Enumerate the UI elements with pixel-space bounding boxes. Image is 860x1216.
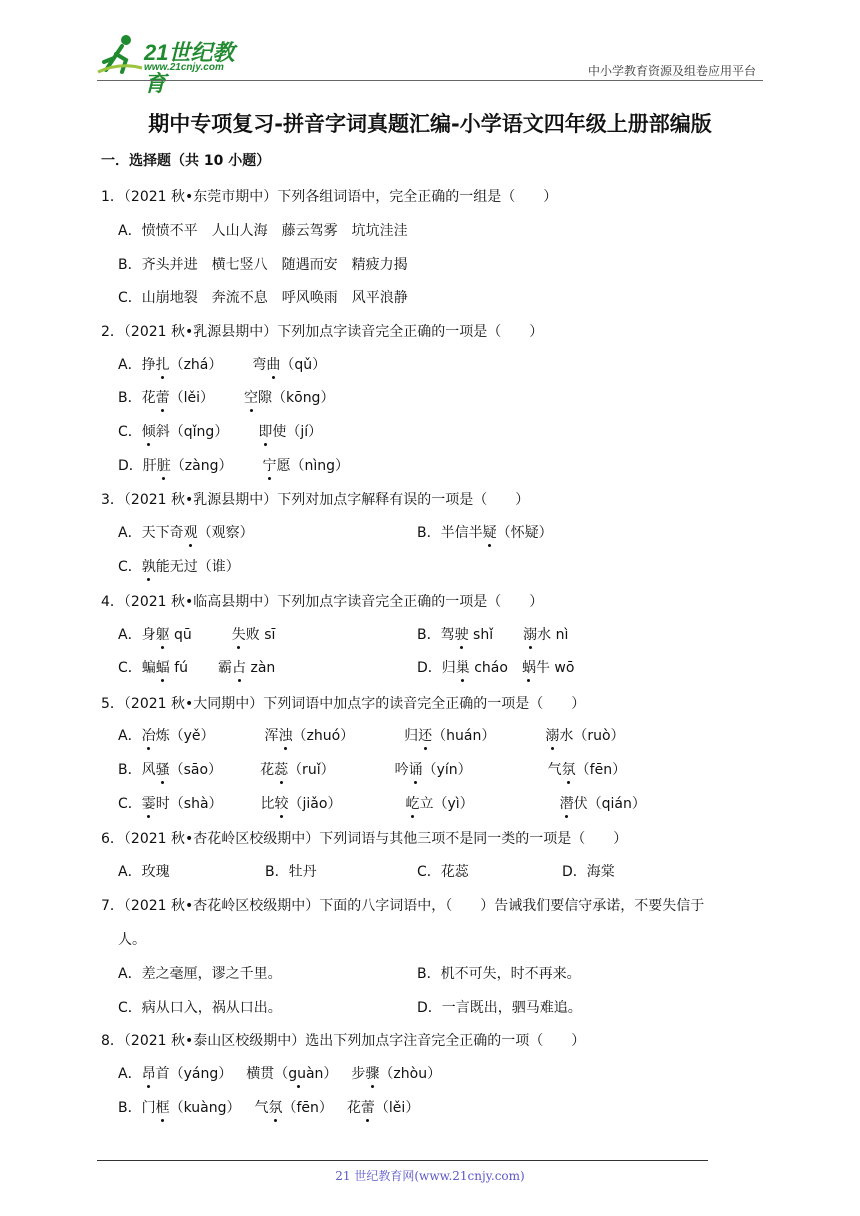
question-3-option-c: C．孰能无过（谁） bbox=[118, 556, 240, 576]
question-5-option-a: A．冶炼（yě） 浑浊（zhuó） 归还（huán） 溺水（ruò） bbox=[118, 725, 625, 745]
site-logo bbox=[96, 32, 256, 96]
question-2-option-c: C．倾斜（qǐng） 即使（jí） bbox=[118, 421, 322, 441]
question-3-option-b: B．半信半疑（怀疑） bbox=[417, 522, 553, 542]
question-4-option-a: A．身躯 qū 失败 sī bbox=[118, 624, 275, 644]
question-4-option-d: D．归巢 cháo 蜗牛 wō bbox=[417, 657, 574, 677]
question-5-option-b: B．风骚（sāo） 花蕊（ruǐ） 吟诵（yín） 气氛（fēn） bbox=[118, 759, 626, 779]
question-8-option-b: B．门框（kuàng） 气氛（fēn） 花蕾（lěi） bbox=[118, 1097, 419, 1117]
question-5-stem: 5．（2021 秋•大同期中）下列词语中加点字的读音完全正确的一项是（ ） bbox=[101, 696, 586, 712]
logo-name: 21世纪教育 bbox=[144, 40, 235, 96]
question-7-stem-continued: 人。 bbox=[118, 932, 146, 948]
question-4-option-c: C．蝙蝠 fú 霸占 zàn bbox=[118, 657, 275, 677]
question-2-option-a: A．挣扎（zhá） 弯曲（qǔ） bbox=[118, 354, 326, 374]
question-7-stem: 7．（2021 秋•杏花岭区校级期中）下面的八字词语中，（ ）告诫我们要信守承诺，不要失信于 bbox=[101, 898, 705, 914]
section-heading: 一．选择题（共 10 小题） bbox=[101, 153, 271, 169]
question-2-stem: 2．（2021 秋•乳源县期中）下列加点字读音完全正确的一项是（ ） bbox=[101, 324, 544, 340]
question-8-option-a: A．昂首（yáng） 横贯（guàn） 步骤（zhòu） bbox=[118, 1063, 441, 1083]
question-6-option-d: D．海棠 bbox=[562, 864, 615, 880]
footer-divider bbox=[97, 1160, 708, 1161]
question-6-stem: 6．（2021 秋•杏花岭区校级期中）下列词语与其他三项不是同一类的一项是（ ） bbox=[101, 831, 628, 847]
header-divider bbox=[97, 80, 763, 81]
question-4-option-b: B．驾驶 shǐ 溺水 nì bbox=[417, 624, 568, 644]
question-3-option-a: A．天下奇观（观察） bbox=[118, 522, 254, 542]
question-1-option-b: B．齐头并进 横七竖八 随遇而安 精疲力揭 bbox=[118, 257, 408, 273]
question-6-option-a: A．玫瑰 bbox=[118, 864, 170, 880]
footer-text: 21 世纪教育网(www.21cnjy.com) bbox=[335, 1169, 525, 1183]
question-8-stem: 8．（2021 秋•泰山区校级期中）选出下列加点字注音完全正确的一项（ ） bbox=[101, 1033, 586, 1049]
document-title: 期中专项复习-拼音字词真题汇编-小学语文四年级上册部编版 bbox=[148, 112, 712, 136]
question-7-option-d: D．一言既出，驷马难追。 bbox=[417, 1000, 582, 1016]
question-1-stem: 1．（2021 秋•东莞市期中）下列各组词语中，完全正确的一组是（ ） bbox=[101, 189, 558, 205]
question-2-option-b: B．花蕾（lěi） 空隙（kōng） bbox=[118, 387, 334, 407]
runner-logo-icon bbox=[96, 32, 144, 76]
logo-url: www.21cnjy.com bbox=[144, 62, 224, 73]
question-5-option-c: C．霎时（shà） 比较（jiǎo） 屹立（yì） 潜伏（qián） bbox=[118, 793, 646, 813]
question-7-option-c: C．病从口入，祸从口出。 bbox=[118, 1000, 282, 1016]
question-6-option-b: B．牡丹 bbox=[265, 864, 317, 880]
platform-name: 中小学教育资源及组卷应用平台 bbox=[587, 64, 756, 78]
question-6-option-c: C．花蕊 bbox=[417, 864, 469, 880]
question-7-option-b: B．机不可失，时不再来。 bbox=[417, 966, 581, 982]
question-1-option-a: A．愤愤不平 人山人海 藤云驾雾 坑坑洼洼 bbox=[118, 223, 408, 239]
question-4-stem: 4．（2021 秋•临高县期中）下列加点字读音完全正确的一项是（ ） bbox=[101, 594, 544, 610]
question-3-stem: 3．（2021 秋•乳源县期中）下列对加点字解释有误的一项是（ ） bbox=[101, 492, 530, 508]
question-2-option-d: D．肝脏（zàng） 宁愿（nìng） bbox=[118, 455, 349, 475]
question-7-option-a: A．差之毫厘，谬之千里。 bbox=[118, 966, 282, 982]
question-1-option-c: C．山崩地裂 奔流不息 呼风唤雨 风平浪静 bbox=[118, 290, 408, 306]
